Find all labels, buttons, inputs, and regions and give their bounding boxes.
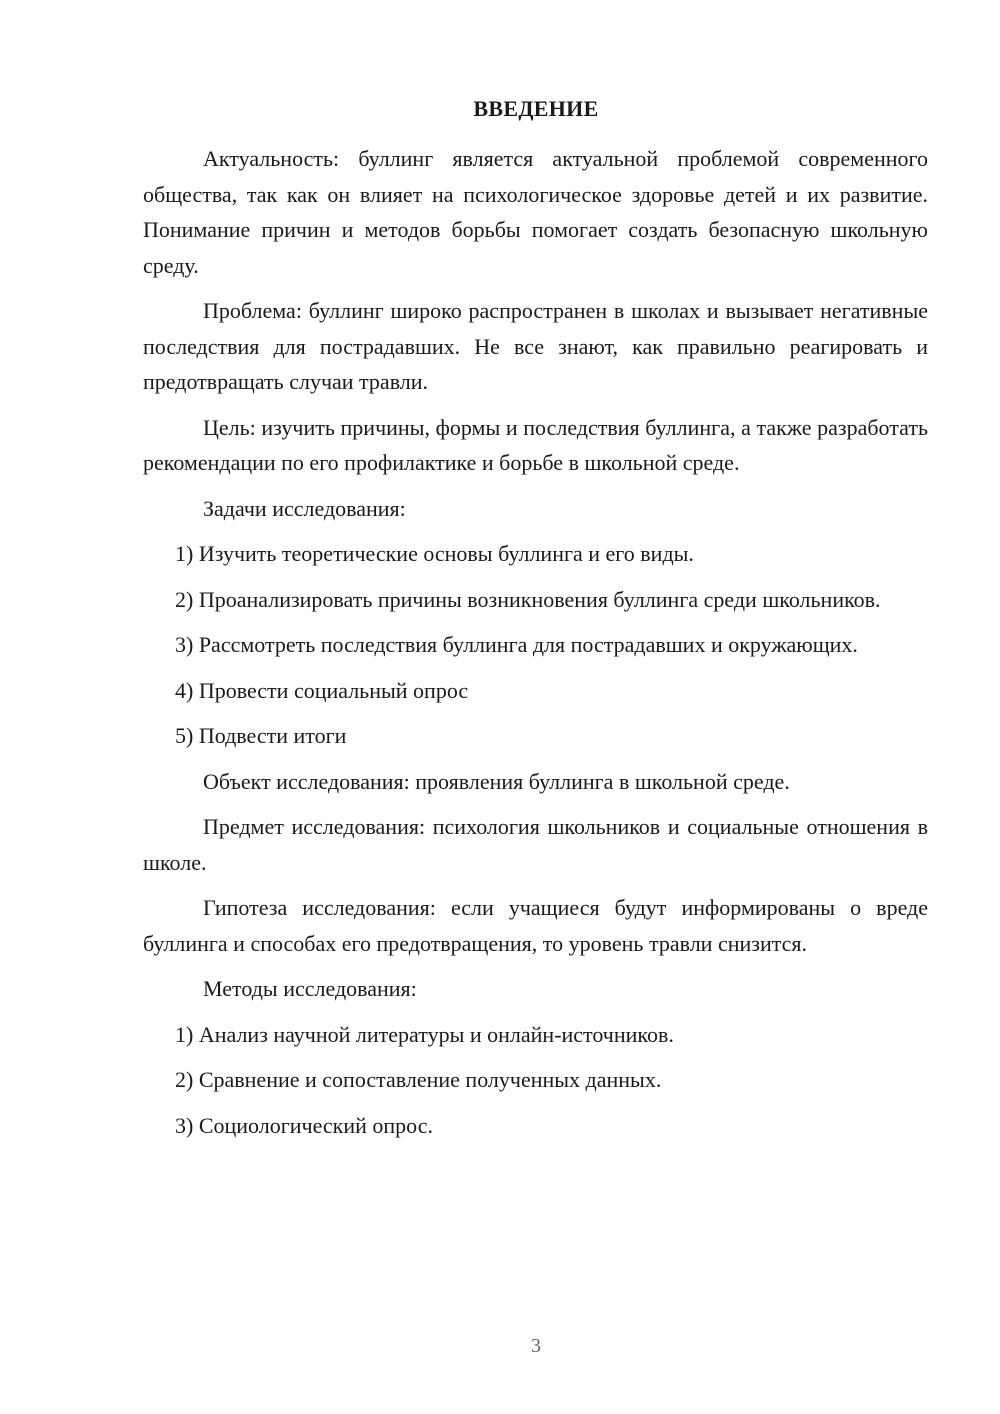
page-title: ВВЕДЕНИЕ <box>473 96 599 121</box>
paragraph-methods-heading: Методы исследования: <box>203 976 417 1001</box>
task-item-3: 3) Рассмотреть последствия буллинга для пострадавших и окружающих. <box>175 632 858 657</box>
paragraph-object: Объект исследования: проявления буллинга в школьной среде. <box>203 768 790 794</box>
body-text <box>143 141 928 1153</box>
task-item-1: 1) Изучить теоретические основы буллинга и его виды. <box>175 541 694 566</box>
paragraph-relevance: Актуальность: буллинг является актуальной проблемой современного общества, так как он влияет на психологическое здоровье детей и их развитие. Понимание причин и методов борьбы помогает создать безопасную школьную среду. <box>143 146 928 278</box>
task-item-2: 2) Проанализировать причины возникновения буллинга среди школьников. <box>175 586 881 612</box>
task-item-4: 4) Провести социальный опрос <box>175 677 469 703</box>
task-item-5: 5) Подвести итоги <box>175 723 347 748</box>
paragraph-hypothesis: Гипотеза исследования: если учащиеся будут информированы о вреде буллинга и способах его предотвращения, то уровень травли снизится. <box>143 895 928 956</box>
method-item-3: 3) Социологический опрос. <box>175 1112 433 1138</box>
method-item-2: 2) Сравнение и сопоставление полученных данных. <box>175 1067 662 1092</box>
paragraph-tasks-heading: Задачи исследования: <box>203 495 406 521</box>
paragraph-problem: Проблема: буллинг широко распространен в школах и вызывает негативные последствия для пострадавших. Не все знают, как правильно реагировать и предотвращать случаи травли. <box>143 298 928 394</box>
paragraph-subject: Предмет исследования: психология школьников и социальные отношения в школе. <box>143 814 928 875</box>
method-item-1: 1) Анализ научной литературы и онлайн-источников. <box>175 1021 674 1047</box>
page-number: 3 <box>531 1335 541 1357</box>
paragraph-goal: Цель: изучить причины, формы и последствия буллинга, а также разработать рекомендации по его профилактике и борьбе в школьной среде. <box>143 414 928 475</box>
